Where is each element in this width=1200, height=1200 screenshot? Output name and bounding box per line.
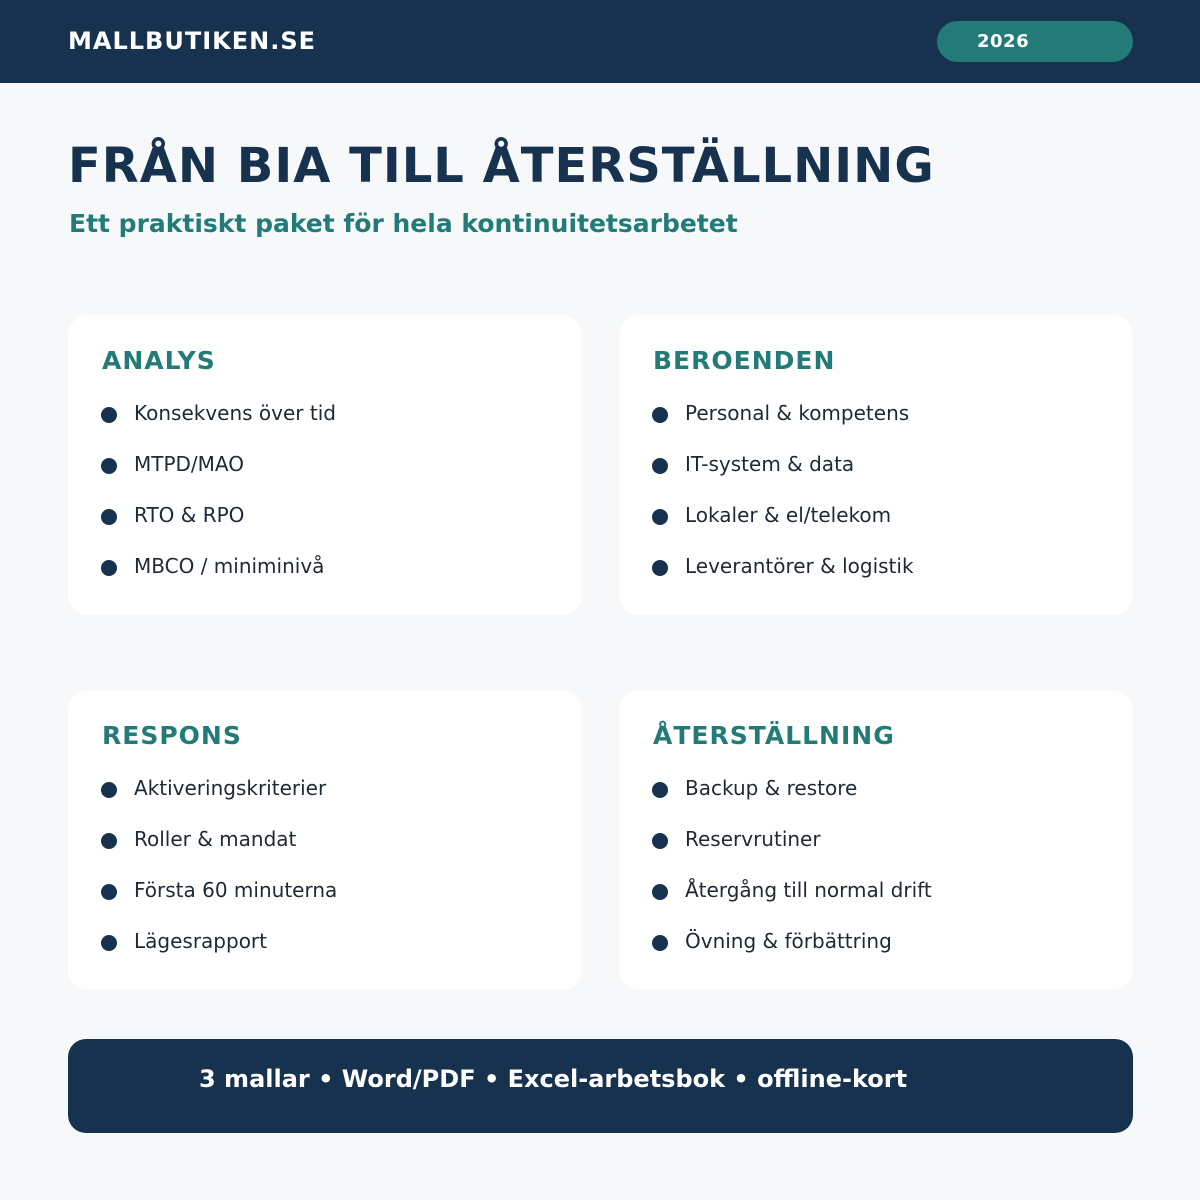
list-item-label: Aktiveringskriterier [134,776,327,800]
bullet-icon [652,935,668,951]
card-title: ANALYS [102,346,216,375]
top-bar [0,0,1200,83]
list-item-label: Konsekvens över tid [134,401,336,425]
card-analys [68,315,582,615]
list-item-label: MBCO / miniminivå [134,554,325,578]
bullet-icon [652,884,668,900]
list-item-label: Leverantörer & logistik [685,554,914,578]
list-item-label: Roller & mandat [134,827,297,851]
bullet-icon [652,782,668,798]
card-beroenden [619,315,1133,615]
list-item-label: Första 60 minuterna [134,878,338,902]
list-item-label: IT-system & data [685,452,855,476]
list-item-label: Lokaler & el/telekom [685,503,892,527]
card-aterstallning [619,690,1133,990]
bullet-icon [101,458,117,474]
bullet-icon [652,560,668,576]
footer-banner [68,1039,1133,1133]
bullet-icon [101,782,117,798]
bullet-icon [652,509,668,525]
bullet-icon [101,935,117,951]
page-title: FRÅN BIA TILL ÅTERSTÄLLNING [68,138,935,194]
list-item-label: MTPD/MAO [134,452,244,476]
list-item-label: Personal & kompetens [685,401,910,425]
footer-text: 3 mallar • Word/PDF • Excel-arbetsbok • offline-kort [199,1065,908,1093]
list-item-label: Lägesrapport [134,929,267,953]
bullet-icon [101,407,117,423]
page-subtitle: Ett praktiskt paket för hela kontinuitetsarbetet [69,209,738,238]
list-item-label: Övning & förbättring [685,929,892,953]
bullet-icon [652,407,668,423]
list-item-label: Återgång till normal drift [685,878,932,902]
bullet-icon [101,833,117,849]
bullet-icon [652,458,668,474]
card-respons [68,690,582,990]
bullet-icon [652,833,668,849]
card-title: ÅTERSTÄLLNING [653,721,895,750]
list-item-label: Backup & restore [685,776,858,800]
card-title: RESPONS [102,721,242,750]
bullet-icon [101,884,117,900]
card-title: BEROENDEN [653,346,836,375]
bullet-icon [101,509,117,525]
year-label: 2026 [977,31,1030,52]
brand-name[interactable]: MALLBUTIKEN.SE [68,27,316,55]
year-badge [937,21,1133,62]
list-item-label: RTO & RPO [134,503,245,527]
list-item-label: Reservrutiner [685,827,821,851]
bullet-icon [101,560,117,576]
